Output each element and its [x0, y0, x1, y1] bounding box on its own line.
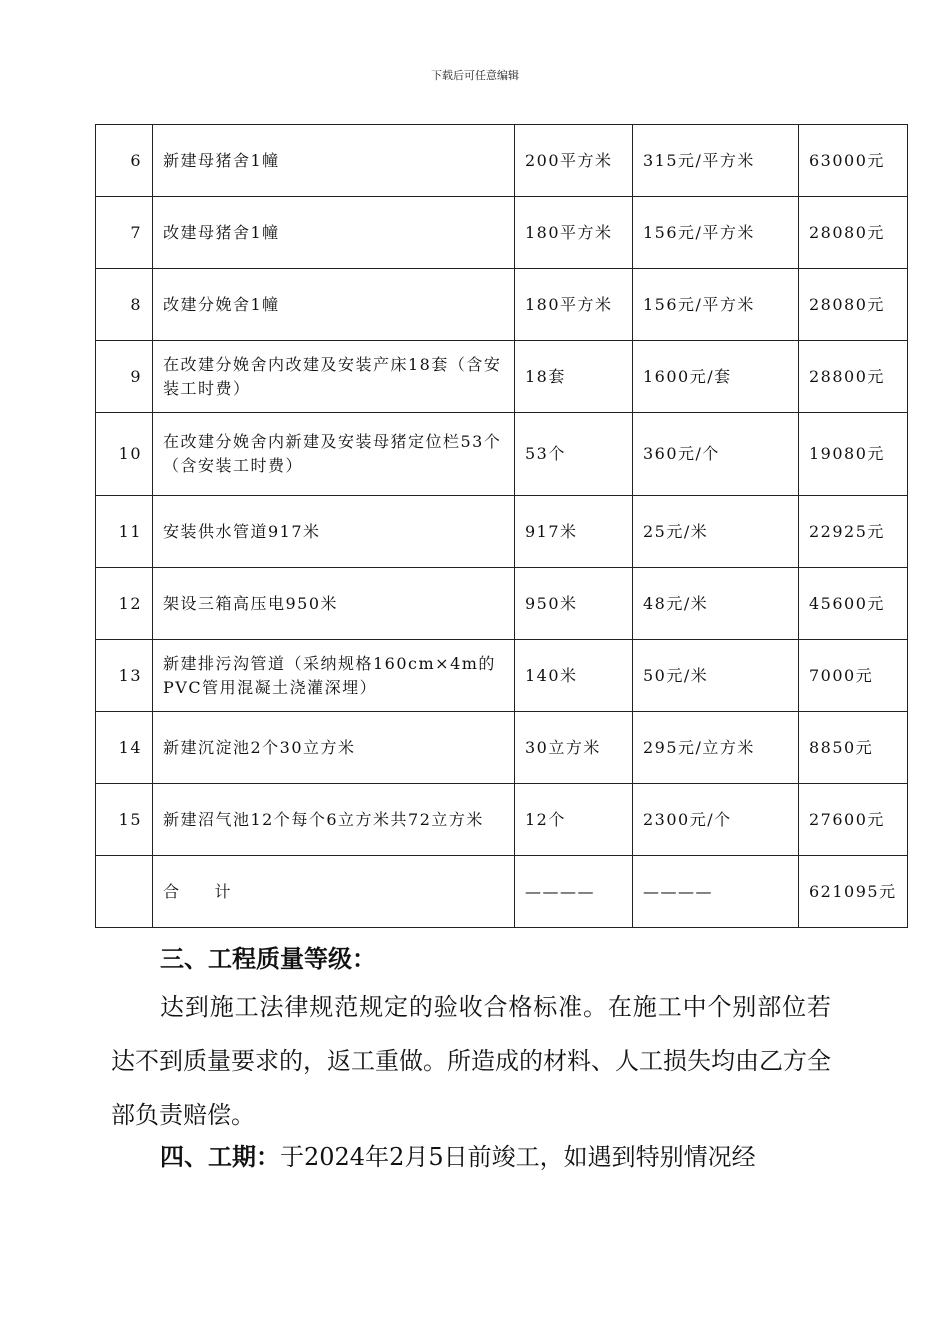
row-unit-price: 360元/个 [633, 413, 799, 496]
row-item: 在改建分娩舍内改建及安装产床18套（含安装工时费） [153, 341, 515, 413]
row-amount: 45600元 [799, 568, 908, 640]
total-label-part-1: 合 [163, 881, 181, 901]
row-unit-price: 156元/平方米 [633, 269, 799, 341]
total-label [153, 856, 515, 928]
row-item: 安装供水管道917米 [153, 496, 515, 568]
row-number: 9 [96, 341, 153, 413]
row-quantity: 53个 [515, 413, 633, 496]
row-amount: 28080元 [799, 269, 908, 341]
row-number: 13 [96, 640, 153, 712]
row-unit-price: 2300元/个 [633, 784, 799, 856]
row-number: 15 [96, 784, 153, 856]
table-row [96, 125, 908, 197]
table-row [96, 341, 908, 413]
table-row [96, 413, 908, 496]
row-unit-price: 156元/平方米 [633, 197, 799, 269]
row-amount: 7000元 [799, 640, 908, 712]
section4-body: 于2024年2月5日前竣工，如遇到特别情况经 [280, 1143, 756, 1171]
row-amount: 28800元 [799, 341, 908, 413]
row-amount: 63000元 [799, 125, 908, 197]
row-quantity: 30立方米 [515, 712, 633, 784]
row-quantity: 200平方米 [515, 125, 633, 197]
row-number: 10 [96, 413, 153, 496]
row-quantity: 917米 [515, 496, 633, 568]
total-quantity: ———— [515, 856, 633, 928]
row-unit-price: 25元/米 [633, 496, 799, 568]
total-label-part-2: 计 [214, 881, 233, 901]
row-number: 6 [96, 125, 153, 197]
section4-heading: 四、工期： [160, 1142, 280, 1171]
row-amount: 28080元 [799, 197, 908, 269]
row-item: 新建沉淀池2个30立方米 [153, 712, 515, 784]
row-amount: 19080元 [799, 413, 908, 496]
row-item: 在改建分娩舍内新建及安装母猪定位栏53个（含安装工时费） [153, 413, 515, 496]
row-number: 11 [96, 496, 153, 568]
row-number: 12 [96, 568, 153, 640]
section3-body: 达到施工法律规范规定的验收合格标准。在施工中个别部位若达不到质量要求的，返工重做。所造成的材料、人工损失均由乙方全部负责赔偿。 [111, 993, 831, 1129]
row-quantity: 140米 [515, 640, 633, 712]
row-unit-price: 48元/米 [633, 568, 799, 640]
table-row [96, 568, 908, 640]
row-item: 架设三箱高压电950米 [153, 568, 515, 640]
total-number [96, 856, 153, 928]
total-row [96, 856, 908, 928]
table-row [96, 640, 908, 712]
table-row [96, 496, 908, 568]
section3-heading: 三、工程质量等级： [160, 944, 376, 973]
row-quantity: 950米 [515, 568, 633, 640]
row-item: 改建分娩舍1幢 [153, 269, 515, 341]
row-number: 8 [96, 269, 153, 341]
row-item: 新建母猪舍1幢 [153, 125, 515, 197]
table-row [96, 784, 908, 856]
row-unit-price: 50元/米 [633, 640, 799, 712]
row-amount: 27600元 [799, 784, 908, 856]
row-number: 7 [96, 197, 153, 269]
header-note: 下载后可任意编辑 [431, 69, 519, 82]
row-item: 新建排污沟管道（采纳规格160cm×4m的PVC管用混凝土浇灌深埋） [153, 640, 515, 712]
row-unit-price: 315元/平方米 [633, 125, 799, 197]
cost-table [95, 124, 908, 928]
total-amount: 621095元 [799, 856, 908, 928]
table-row [96, 269, 908, 341]
row-amount: 8850元 [799, 712, 908, 784]
row-quantity: 18套 [515, 341, 633, 413]
row-item: 改建母猪舍1幢 [153, 197, 515, 269]
total-unit-price: ———— [633, 856, 799, 928]
row-unit-price: 295元/立方米 [633, 712, 799, 784]
row-item: 新建沼气池12个每个6立方米共72立方米 [153, 784, 515, 856]
section4-paragraph [111, 1130, 831, 1184]
row-amount: 22925元 [799, 496, 908, 568]
row-number: 14 [96, 712, 153, 784]
row-unit-price: 1600元/套 [633, 341, 799, 413]
table-row [96, 712, 908, 784]
row-quantity: 12个 [515, 784, 633, 856]
row-quantity: 180平方米 [515, 269, 633, 341]
table-row [96, 197, 908, 269]
row-quantity: 180平方米 [515, 197, 633, 269]
